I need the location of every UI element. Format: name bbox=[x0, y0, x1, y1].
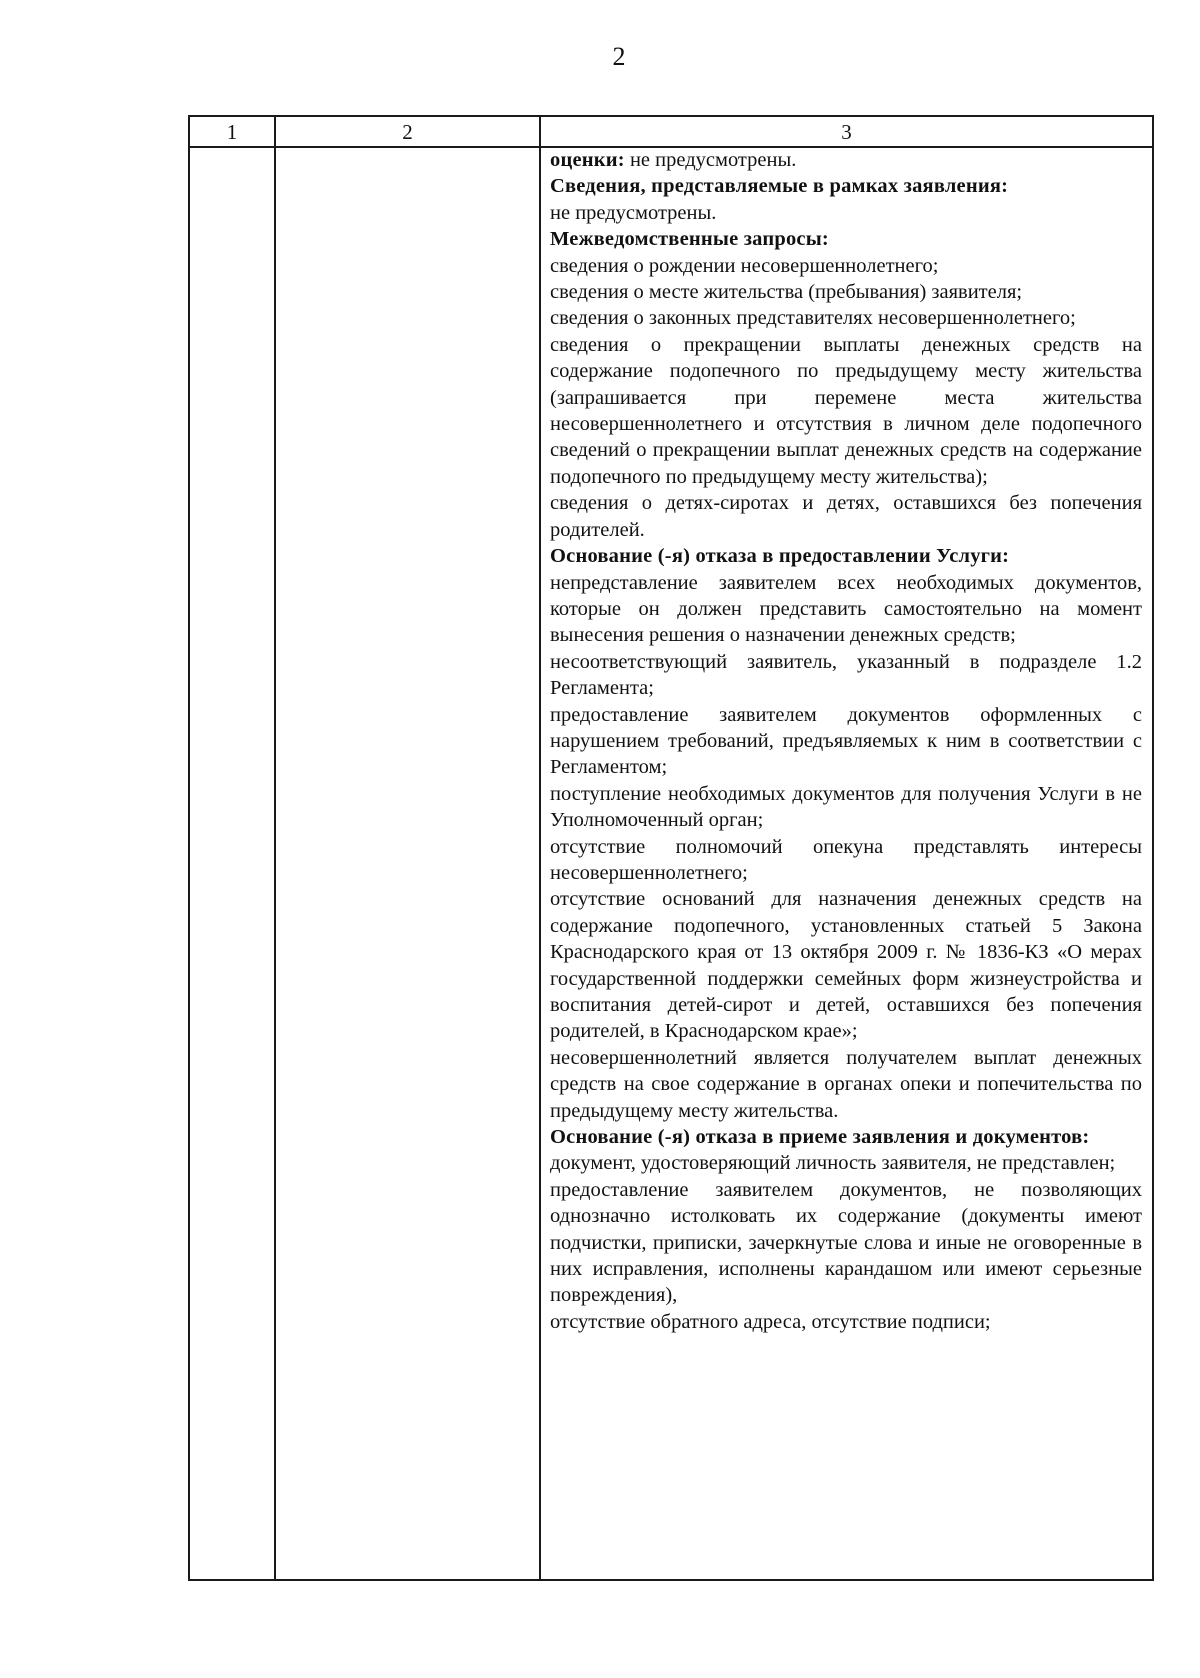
list-item: несоответствующий заявитель, указанный в подразделе 1.2 Регламента; bbox=[550, 650, 1142, 700]
list-item: отсутствие обратного адреса, отсутствие подписи; bbox=[550, 1310, 991, 1333]
list-item: непредставление заявителем всех необходимых документов, которые он должен представить самостоятельно на момент вынесения решения о назначении денежных средств; bbox=[550, 571, 1142, 647]
column-divider bbox=[539, 117, 541, 1579]
list-item: документ, удостоверяющий личность заявителя, не представлен; bbox=[550, 1152, 1116, 1175]
list-item: сведения о месте жительства (пребывания) заявителя; bbox=[550, 281, 1023, 304]
list-item: несовершеннолетний является получателем выплат денежных средств на свое содержание в органах опеки и попечительства по предыдущему месту жительства. bbox=[550, 1046, 1142, 1122]
list-item: сведения о детях-сиротах и детях, оставшихся без попечения родителей. bbox=[550, 492, 1142, 541]
document-table bbox=[188, 115, 1154, 1581]
column-header-1: 1 bbox=[226, 120, 238, 144]
list-item: предоставление заявителем документов, не позволяющих однозначно истолковать их содержание (документы имеют подчистки, приписки, зачеркнутые слова и иные не оговоренные в них исправления, исполнены карандашом или имеют серьезные повреждения), bbox=[550, 1178, 1142, 1307]
list-item: не предусмотрены. bbox=[550, 201, 717, 224]
section-heading-acceptance-refusal-grounds: Основание (-я) отказа в приеме заявления и документов: bbox=[550, 1126, 1090, 1149]
list-item: сведения о законных представителях несовершеннолетнего; bbox=[550, 307, 1076, 330]
column-divider bbox=[274, 117, 276, 1579]
list-item: поступление необходимых документов для получения Услуги в не Уполномоченный орган; bbox=[550, 782, 1142, 832]
list-item: сведения о прекращении выплаты денежных средств на содержание подопечного по предыдущему месту жительства (запрашивается при перемене места жительства несовершеннолетнего и отсутствия в личном деле подопечного сведений о прекращении выплат денежных средств на содержание подопечного по предыдущему месту жительства); bbox=[550, 333, 1142, 488]
section-heading-service-refusal-grounds: Основание (-я) отказа в предоставлении Услуги: bbox=[550, 545, 1010, 568]
list-item: отсутствие полномочий опекуна представлять интересы несовершеннолетнего; bbox=[550, 835, 1142, 884]
column-header-3: 3 bbox=[841, 120, 852, 144]
list-item: отсутствие оснований для назначения денежных средств на содержание подопечного, установленных статьей 5 Закона Краснодарского края от 13 октября 2009 г. № 1836-КЗ «О мерах государственной поддержки семейных форм жизнеустройства и воспитания детей-сирот и детей, оставшихся без попечения родителей, в Краснодарском крае»; bbox=[550, 888, 1142, 1043]
section-heading-application-info: Сведения, представляемые в рамках заявления: bbox=[550, 175, 1009, 198]
column-3-content bbox=[550, 147, 1142, 1335]
list-item: сведения о рождении несовершеннолетнего; bbox=[550, 254, 939, 277]
page-number: 2 bbox=[612, 42, 626, 71]
section-heading-interagency-requests: Межведомственные запросы: bbox=[550, 228, 829, 251]
list-item: предоставление заявителем документов оформленных с нарушением требований, предъявляемых к ним в соответствии с Регламентом; bbox=[550, 703, 1142, 779]
column-header-2: 2 bbox=[402, 120, 413, 144]
assessment-line bbox=[550, 147, 1142, 173]
assessment-label: оценки: bbox=[550, 149, 625, 171]
assessment-text: не предусмотрены. bbox=[624, 149, 797, 171]
